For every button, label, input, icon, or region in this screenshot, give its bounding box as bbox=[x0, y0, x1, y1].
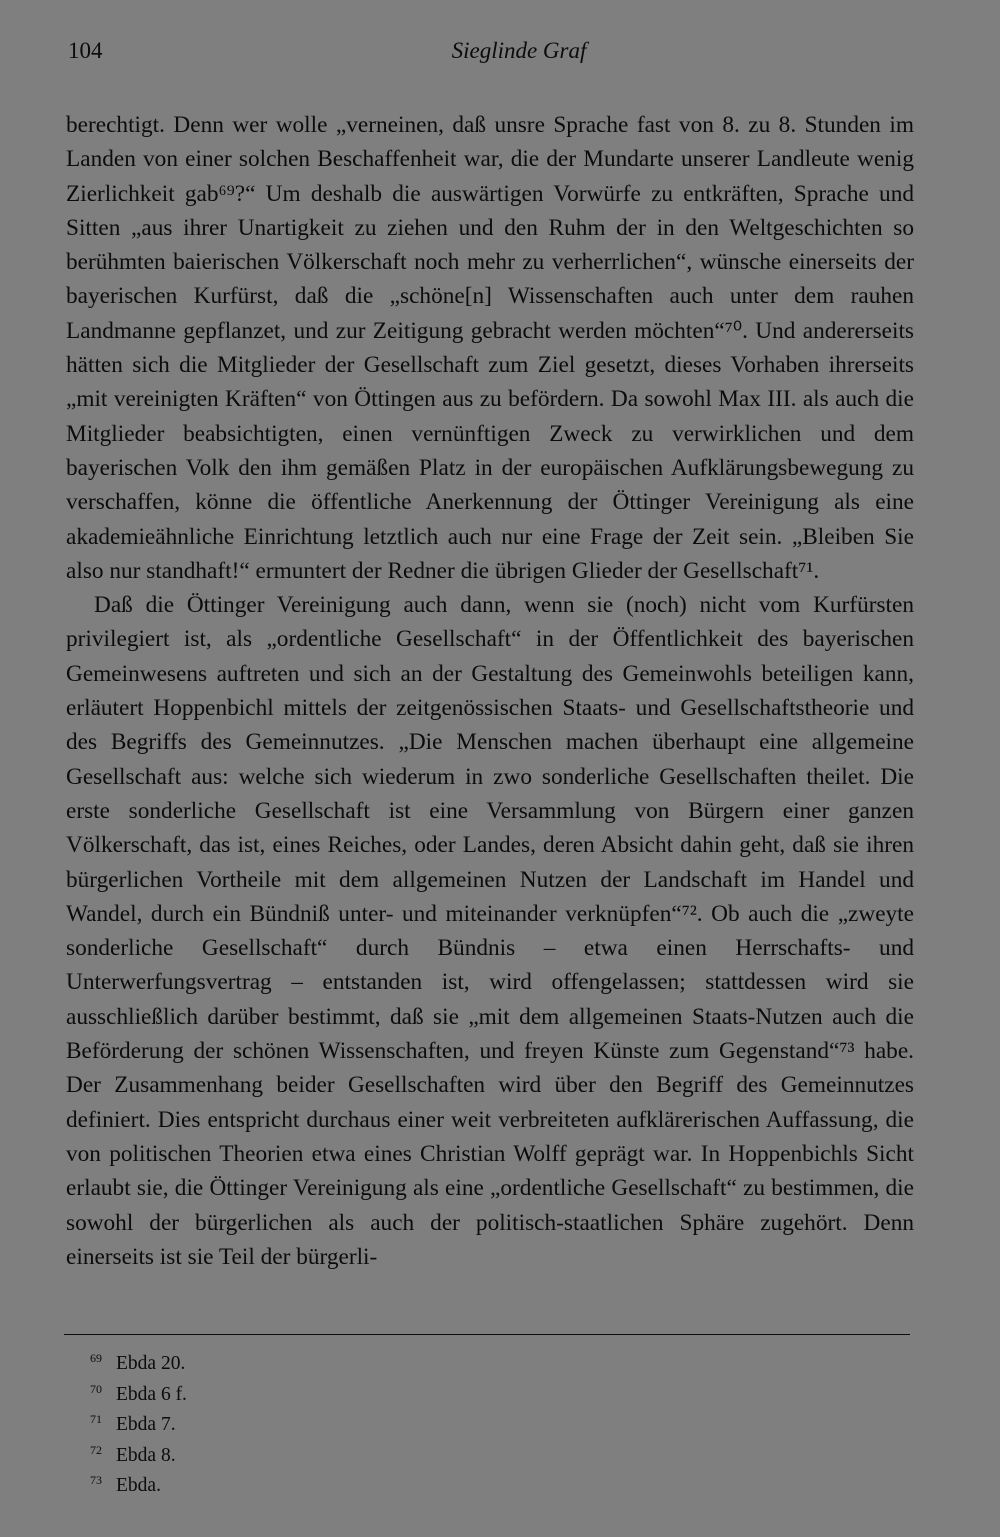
footnote bbox=[90, 1407, 490, 1438]
footnote-text: Ebda. bbox=[116, 1475, 161, 1497]
footnote-number: 72 bbox=[90, 1442, 102, 1457]
footnote bbox=[90, 1377, 490, 1408]
paragraph: berechtigt. Denn wer wolle „verneinen, daß unsre Sprache fast von 8. zu 8. Stunden im Landen von einer solchen Beschaffenheit war, die der Mundarte unserer Landleute wenig Zierlichkeit gab⁶⁹?“ Um deshalb die auswärtigen Vorwürfe zu entkräften, Sprache und Sitten „aus ihrer Unartigkeit zu ziehen und den Ruhm der in den Weltgeschichten so berühmten baierischen Völkerschaft noch mehr zu verherrlichen“, wünsche einerseits der bayerischen Kurfürst, daß die „schöne[n] Wissenschaften auch unter dem rauhen Landmanne gepflanzet, und zur Zeitigung gebracht werden möchten“⁷⁰. Und andererseits hätten sich die Mitglieder der Gesellschaft zum Ziel gesetzt, dieses Vorhaben ihrerseits „mit vereinigten Kräften“ von Öttingen aus zu befördern. Da sowohl Max III. als auch die Mitglieder beabsichtigten, einen vernünftigen Zweck zu verwirklichen und dem bayerischen Volk den ihm gemäßen Platz in der europäischen Aufklärungsbewegung zu verschaffen, könne die öffentliche Anerkennung der Öttinger Vereinigung als eine akademieähnliche Einrichtung letztlich auch nur eine Frage der Zeit sein. „Bleiben Sie also nur standhaft!“ ermuntert der Redner die übrigen Glieder der Gesellschaft⁷¹. bbox=[66, 112, 914, 584]
footnote-number: 69 bbox=[90, 1351, 102, 1365]
page-header bbox=[68, 38, 910, 72]
footnote-number: 73 bbox=[90, 1473, 102, 1488]
footnote-divider bbox=[64, 1334, 910, 1335]
footnote-text: Ebda 6 f. bbox=[116, 1383, 187, 1405]
paragraph: Daß die Öttinger Vereinigung auch dann, wenn sie (noch) nicht vom Kurfürsten privilegiert ist, als „ordentliche Gesellschaft“ in der Öffentlichkeit des bayerischen Gemeinwesens auftreten und sich an der Gestaltung des Gemeinwohls beteiligen kann, erläutert Hoppenbichl mittels der zeitgenössischen Staats- und Gesellschaftstheorie und des Begriffs des Gemeinnutzes. „Die Menschen machen überhaupt eine allgemeine Gesellschaft aus: welche sich wiederum in zwo sonderliche Gesellschaften theilet. Die erste sonderliche Gesellschaft ist eine Versammlung von Bürgern einer ganzen Völkerschaft, das ist, eines Reiches, oder Landes, deren Absicht dahin geht, daß sie ihren bürgerlichen Vortheile mit dem allgemeinen Nutzen der Landschaft im Handel und Wandel, durch ein Bündniß unter- und miteinander verknüpfen“⁷². Ob auch die „zweyte sonderliche Gesellschaft“ durch Bündnis – etwa einen Herrschafts- und Unterwerfungsvertrag – entstanden ist, wird offengelassen; stattdessen wird sie ausschließlich darüber bestimmt, daß sie „mit dem allgemeinen Staats-Nutzen auch die Beförderung der schönen Wissenschaften, und freyen Künste zum Gegenstand“⁷³ habe. Der Zusammenhang beider Gesellschaften wird über den Begriff des Gemeinnutzes definiert. Dies entspricht durchaus einer weit verbreiteten aufklärerischen Auffassung, die von politischen Theorien etwa eines Christian Wolff geprägt war. In Hoppenbichls Sicht erlaubt sie, die Öttinger Vereinigung als eine „ordentliche Gesellschaft“ zu bestimmen, die sowohl der bürgerlichen als auch der politisch-staatlichen Sphäre zugehört. Denn einerseits ist sie Teil der bürgerli- bbox=[66, 592, 914, 1270]
footnotes bbox=[90, 1346, 490, 1499]
running-head: Sieglinde Graf bbox=[451, 38, 587, 63]
footnote-number: 70 bbox=[90, 1381, 102, 1396]
footnote-text: Ebda 8. bbox=[116, 1444, 176, 1466]
footnote-number: 71 bbox=[90, 1412, 102, 1427]
body-text bbox=[66, 108, 914, 1274]
footnote-text: Ebda 7. bbox=[116, 1414, 176, 1436]
footnote-text: Ebda 20. bbox=[116, 1353, 186, 1374]
page-number: 104 bbox=[68, 38, 103, 63]
footnote bbox=[90, 1468, 490, 1499]
footnote bbox=[90, 1346, 490, 1377]
footnote bbox=[90, 1438, 490, 1469]
